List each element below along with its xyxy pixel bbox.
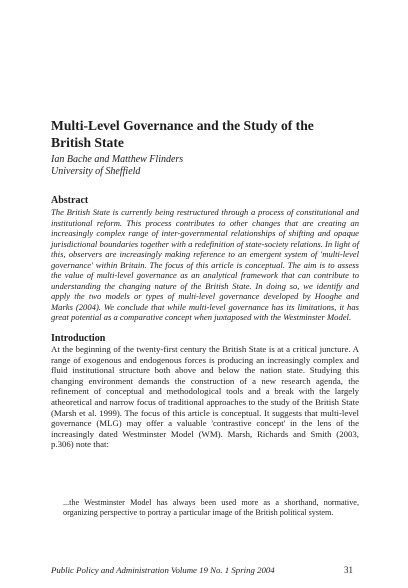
block-quote: ...the Westminster Model has always been used more as a shorthand, normative, organizing perspective to portray a particular image of the British political system. bbox=[63, 498, 359, 517]
abstract-text: The British State is currently being restructured through a process of constitutional and institutional reform. This process contributes to other changes that are creating an increasingly complex range of inter-governmental relationships of shifting and opaque jurisdictional boundaries together with a redefinition of state-society relations. In light of this, observers are increasingly making reference to an emergent system of 'multi-level governance' within Britain. The focus of this article is conceptual. The aim is to assess the value of multi-level governance as an analytical framework that can contribute to understanding the changing nature of the British State. In doing so, we identify and apply the two models or types of multi-level governance developed by Hooghe and Marks (2004). We conclude that while multi-level governance has its limitations, it has great potential as a comparative concept when juxtaposed with the Westminster Model. bbox=[51, 207, 359, 323]
abstract-heading: Abstract bbox=[51, 195, 89, 206]
journal-footer: Public Policy and Administration Volume 19 No. 1 Spring 2004 bbox=[51, 565, 275, 575]
page-number: 31 bbox=[344, 565, 353, 575]
introduction-text: At the beginning of the twenty-first century the British State is at a critical juncture. A range of exogenous and endogenous forces is producing an increasingly complex and fluid institutional structure both above and below the nation state. Studying this changing environment demands the construction of a new research agenda, the refinement of conceptual and methodological tools and a break with the largely atheoretical and narrow focus of traditional approaches to the study of the British State (Marsh et al. 1999). The focus of this article is conceptual. It suggests that multi-level governance (MLG) may offer a valuable 'contrastive concept' in the lens of the increasingly dated Westminster Model (WM). Marsh, Richards and Smith (2003, p.306) note that: bbox=[51, 344, 359, 450]
author-names: Ian Bache and Matthew Flinders bbox=[51, 154, 184, 165]
author-block bbox=[51, 154, 183, 178]
author-affiliation: University of Sheffield bbox=[51, 166, 141, 177]
article-title: Multi-Level Governance and the Study of the British State bbox=[51, 118, 314, 150]
introduction-heading: Introduction bbox=[51, 333, 106, 344]
